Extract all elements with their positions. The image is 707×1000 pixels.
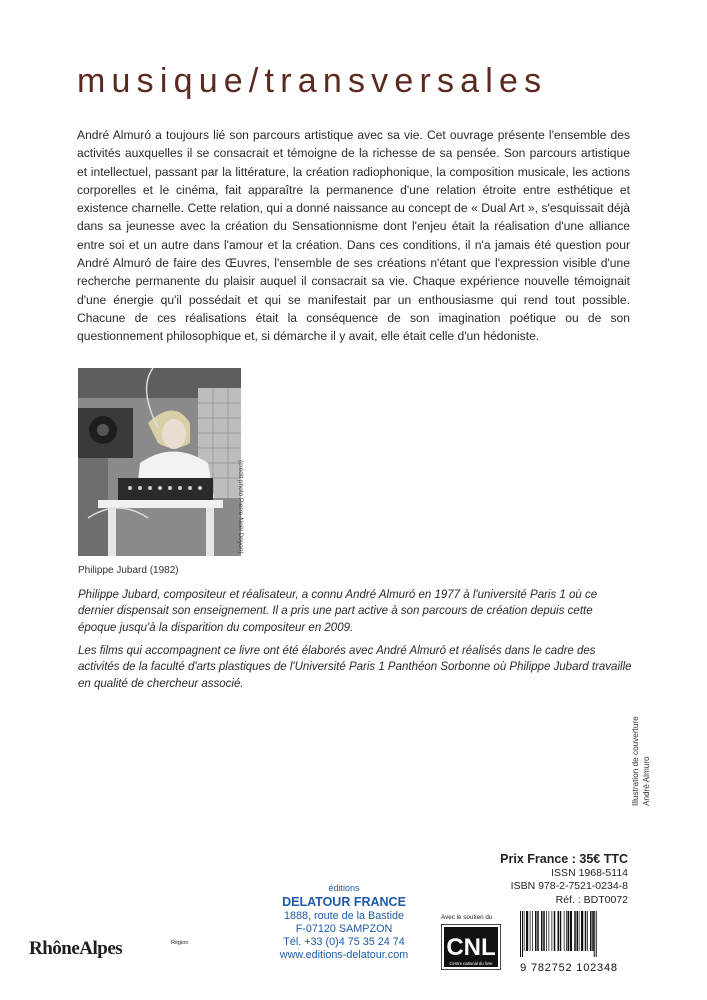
cnl-logo: [441, 924, 501, 970]
publisher-phone: Tél. +33 (0)4 75 35 24 74: [283, 936, 405, 949]
films-note: Les films qui accompagnent ce livre ont été élaborés avec André Almuró et réalisés dans le cadre des activités de la faculté d'arts plastiques de l'Université Paris 1 Panthéon Sorbonne où Philippe Jubard travaille en qualité de chercheur associé.: [78, 645, 632, 690]
cnl-support-text: Avec le soutien du: [441, 914, 493, 921]
barcode-bar: [590, 911, 592, 951]
barcode-bar: [535, 911, 537, 951]
photo-credit: (crédit photo Pierre-Noël Doyon): [237, 460, 244, 554]
barcode-bar: [558, 911, 560, 951]
barcode-bar: [537, 911, 539, 951]
barcode-bar: [526, 911, 528, 951]
cover-credit-line2: André Almuro: [641, 756, 651, 806]
photo-caption: Philippe Jubard (1982): [78, 565, 179, 576]
barcode-bar: [524, 911, 525, 951]
barcode-bar: [532, 911, 533, 951]
barcode-bar: [566, 911, 567, 951]
barcode-bar: [530, 911, 531, 951]
region-logo-name: RhôneAlpes: [29, 938, 123, 959]
reference: Réf. : BDT0072: [555, 893, 628, 906]
cnl-support-block: [441, 914, 511, 975]
barcode-bar: [587, 911, 588, 951]
barcode-number: 9 782752 102348: [520, 962, 618, 974]
cnl-logo-text: CNL: [446, 934, 496, 961]
barcode-bar: [541, 911, 543, 951]
issn: ISSN 1968-5114: [551, 867, 628, 879]
publisher-website[interactable]: www.editions-delatour.com: [279, 949, 409, 962]
barcode-guard-bar: [522, 911, 523, 957]
barcode-bar: [568, 911, 570, 951]
author-bio: Philippe Jubard, compositeur et réalisateur, a connu André Almuró en 1977 à l'université Paris 1 où ce dernier dispensait son enseignement. Il a pris une part active à son parcours de création depuis cette époque jusqu'à la disparition du compositeur en 2009.: [78, 589, 598, 634]
isbn-barcode: [514, 911, 624, 973]
barcode-bar: [546, 911, 547, 951]
barcode-bar: [560, 911, 562, 951]
series-title: musique/transversales: [77, 62, 548, 100]
price-block: [480, 852, 628, 907]
book-description: André Almuró a toujours lié son parcours artistique avec sa vie. Cet ouvrage présente l'ensemble des activités auxquelles il se consacrait et témoigne de la richesse de sa pensée. Son parcours artistique et intellectuel, passant par la littérature, la création radiophonique, la composition musicale, les actions corporelles et le cinéma, fait apparaître la permanence d'une relation étroite entre esthétique et existence charnelle. Cette relation, qui a donné naissance au concept de « Dual Art », s'esquissait déjà dans sa jeunesse avec la création du Sensationnisme dont l'enjeu était la réalisation d'une alliance entre soi et un autre dans l'amour et la création. Dans ces conditions, il n'a jamais été question pour André Almuró de faire des Œuvres, l'ensemble de ses créations n'étant que l'expression visible d'une recherche permanente du plaisir auquel il consacrait sa vie. Chaque expérience nouvelle témoignait d'une énergie qu'il possédait et qui se manifestait par un enthousiasme qui rend tout possible. Chacune de ces réalisations était la conséquence de son imagination poétique ou de son questionnement philosophique et, si démarche il y avait, elle était celle d'un hédoniste.: [77, 128, 630, 344]
cnl-logo-subtext: Centre national du livre: [449, 961, 493, 966]
publisher-address-line1: 1888, route de la Bastide: [283, 910, 405, 923]
barcode-guard-bar: [520, 911, 521, 957]
photo-illustration: [78, 368, 241, 556]
publisher-block: [244, 882, 444, 962]
barcode-guard-bar: [596, 911, 597, 957]
barcode-bar: [570, 911, 572, 951]
price: Prix France : 35€ TTC: [500, 852, 628, 866]
author-photo: [78, 368, 241, 556]
publisher-address-line2: F-07120 SAMPZON: [295, 923, 393, 936]
barcode-bar: [581, 911, 583, 951]
barcode-bar: [579, 911, 580, 951]
isbn: ISBN 978-2-7521-0234-8: [510, 880, 628, 893]
region-logo-tag: Région: [171, 940, 189, 946]
barcode-bar: [549, 911, 550, 951]
cover-credit-line1: Illustration de couverture: [631, 716, 640, 806]
barcode-guard-bar: [594, 911, 595, 957]
barcode-bar: [574, 911, 576, 951]
barcode-bar: [564, 911, 565, 951]
rhone-alpes-logo: [29, 938, 189, 968]
cover-illustration-credit: [631, 716, 652, 806]
barcode-bars: [514, 911, 624, 957]
publisher-name: DELATOUR FRANCE: [282, 895, 406, 910]
barcode-bar: [552, 911, 553, 951]
publisher-label: éditions: [328, 883, 360, 893]
barcode-bar: [577, 911, 579, 951]
barcode-bar: [592, 911, 594, 951]
barcode-bar: [543, 911, 545, 951]
barcode-bar: [585, 911, 587, 951]
barcode-bar: [554, 911, 556, 951]
